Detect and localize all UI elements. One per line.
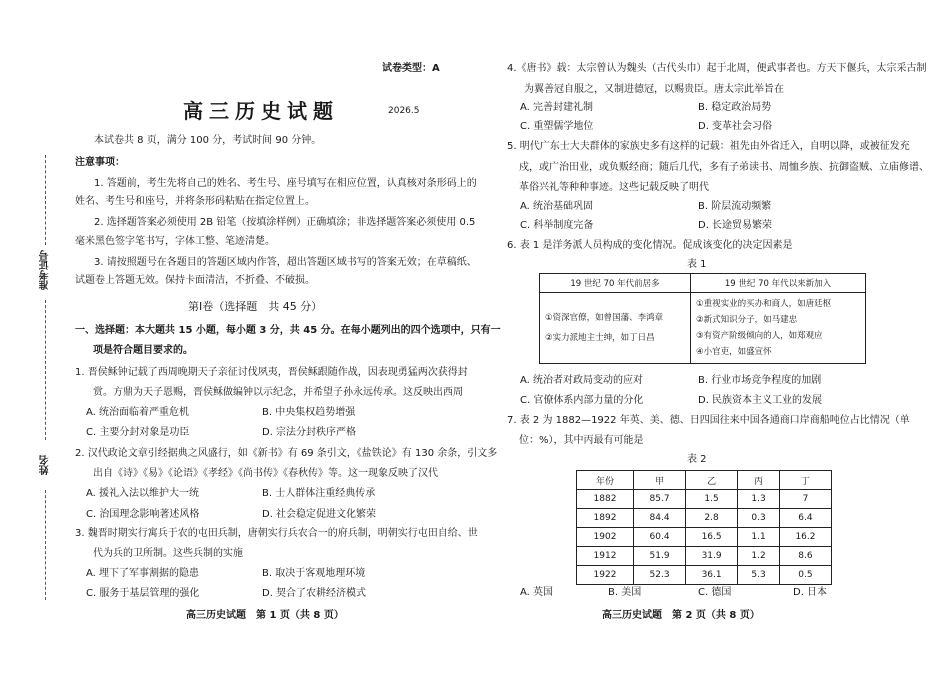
table2-cell: 8.6 [779, 547, 831, 566]
q7-option-c: C. 德国 [698, 587, 732, 598]
table1-after-item: ①重视实业的买办和商人，如唐廷枢 [696, 299, 832, 309]
q3-option-b: B. 取决于客观地理环境 [262, 568, 366, 579]
q5-stem-1: 5. 明代广东士大夫群体的家族史多有这样的记载：祖先由外省迁入，自明以降，或被征发充 [507, 141, 910, 152]
q2-stem-1: 2. 汉代政论文章引经据典之风盛行，如《新书》有 69 条引文，《盐铁论》有 130 余条，引文多 [75, 448, 498, 459]
table-row [577, 528, 832, 547]
paper-type: 试卷类型：A [382, 63, 440, 74]
table1-after-cell [691, 293, 866, 364]
q1-option-c: C. 主要分封对象是功臣 [86, 427, 190, 438]
q4-option-b: B. 稳定政治局势 [698, 102, 772, 113]
table2-cell: 1922 [577, 566, 634, 585]
table2-cell: 1.5 [686, 490, 738, 509]
table1-header-left: 19 世纪 70 年代前居多 [540, 274, 691, 293]
table1 [539, 273, 866, 364]
notice-2a: 2. 选择题答案必须使用 2B 铅笔（按填涂样例）正确填涂；非选择题答案必须使用 0.5 [94, 217, 476, 228]
table2-cell: 1882 [577, 490, 634, 509]
name-label: 姓名 [40, 455, 51, 475]
q5-option-d: D. 长途贸易繁荣 [698, 220, 773, 231]
exam-date: 2026.5 [388, 106, 420, 116]
q1-stem-1: 1. 晋侯稣钟记载了西周晚期天子亲征讨伐夙夷，晋侯稣跟随作战，因表现勇猛两次获得封 [75, 367, 468, 378]
notice-1a: 1. 答题前，考生先将自己的姓名、考生号、座号填写在相应位置，认真核对条形码上的 [94, 178, 477, 189]
table2-cell: 0.3 [738, 509, 780, 528]
table-row [577, 509, 832, 528]
q5-option-b: B. 阶层流动频繁 [698, 201, 772, 212]
q3-stem-1: 3. 魏晋时期实行寓兵于农的屯田兵制，唐朝实行兵农合一的府兵制，明朝实行屯田自给、世 [75, 528, 478, 539]
table2-cell: 1912 [577, 547, 634, 566]
table2-cell: 52.3 [634, 566, 686, 585]
q6-option-a: A. 统治者对政局变动的应对 [520, 375, 644, 386]
table2-cell: 1.3 [738, 490, 780, 509]
table-row [577, 490, 832, 509]
binding-dashed-line-bottom [45, 490, 46, 600]
table2-cell: 0.5 [779, 566, 831, 585]
notice-1b: 姓名、考生号和座号，并将条形码粘贴在指定位置上。 [75, 196, 315, 207]
table1-after-item: ④小官吏，如盛宣怀 [696, 347, 772, 357]
table2-header-row [577, 471, 832, 490]
page-title: 高三历史试题 [183, 99, 339, 123]
table2-header-cell: 年份 [577, 471, 634, 490]
table2-cell: 1.2 [738, 547, 780, 566]
q6-option-b: B. 行业市场竞争程度的加剧 [698, 375, 822, 386]
table1-before-item: ①资深官僚，如曾国藩、李鸿章 [545, 313, 664, 323]
section-title: 第Ⅰ卷（选择题 共 45 分） [188, 300, 323, 313]
table2-header-cell: 丁 [779, 471, 831, 490]
q4-stem-2: 为翼善冠自服之，又制进德冠，以赐贵臣。唐太宗此举旨在 [524, 84, 784, 95]
section-instruction-a: 一、选择题：本大题共 15 小题，每小题 3 分，共 45 分。在每小题列出的四个选项中，只有一 [75, 325, 501, 336]
table2-cell: 31.9 [686, 547, 738, 566]
q4-option-a: A. 完善封建礼制 [520, 102, 594, 113]
q2-stem-2: 出自《诗》《易》《论语》《孝经》《尚书传》《春秋传》等。这一现象反映了汉代 [93, 468, 438, 479]
notice-3a: 3. 请按照题号在各题目的答题区域内作答，超出答题区域书写的答案无效；在草稿纸、 [94, 257, 477, 268]
binding-dashed-line-top [45, 155, 46, 245]
q2-option-c: C. 治国理念影响著述风格 [86, 509, 200, 520]
q6-option-c: C. 官僚体系内部力量的分化 [520, 395, 644, 406]
q5-option-a: A. 统治基础巩固 [520, 201, 594, 212]
table1-after-item: ②新式知识分子，如马建忠 [696, 315, 798, 325]
q5-option-c: C. 科举制度完备 [520, 220, 594, 231]
table2-cell: 1902 [577, 528, 634, 547]
binding-dashed-line-mid [45, 300, 46, 440]
notice-2b: 毫米黑色签字笔书写，字体工整、笔迹清楚。 [75, 236, 275, 247]
q7-option-b: B. 美国 [608, 587, 642, 598]
q2-option-d: D. 社会稳定促进文化繁荣 [262, 509, 377, 520]
q4-stem-1: 4.《唐书》载：太宗曾认为魏头（古代头巾）起于北周，便武事者也。方天下偃兵，太宗采古制 [507, 63, 927, 74]
table2-cell: 84.4 [634, 509, 686, 528]
q7-stem-2: 位：%），其中丙最有可能是 [519, 435, 644, 446]
q3-stem-2: 代为兵的卫所制。这些兵制的实施 [93, 548, 243, 559]
table1-header-right: 19 世纪 70 年代以来新加入 [691, 274, 866, 293]
section-instruction-b: 项是符合题目要求的。 [93, 345, 193, 356]
q1-option-b: B. 中央集权趋势增强 [262, 407, 356, 418]
table2-cell: 1.1 [738, 528, 780, 547]
q6-stem: 6. 表 1 是洋务派人员构成的变化情况。促成该变化的决定因素是 [507, 240, 793, 251]
q6-option-d: D. 民族资本主义工业的发展 [698, 395, 823, 406]
notice-title: 注意事项： [75, 157, 125, 168]
q4-option-c: C. 重塑儒学地位 [520, 121, 594, 132]
table1-before-cell [540, 293, 691, 364]
table1-after-item: ③有资产阶级倾向的人，如郑观应 [696, 331, 823, 341]
table-row [577, 566, 832, 585]
table2-cell: 6.4 [779, 509, 831, 528]
table2-cell: 5.3 [738, 566, 780, 585]
q3-option-d: D. 契合了农耕经济模式 [262, 588, 367, 599]
table2-cell: 36.1 [686, 566, 738, 585]
exam-id-label: 准考证号 [40, 250, 51, 290]
table2-cell: 2.8 [686, 509, 738, 528]
page-footer-right: 高三历史试题 第 2 页（共 8 页） [602, 610, 760, 621]
q1-stem-2: 赏。方鼎为天子恩赐，晋侯稣做编钟以示纪念，并希望子孙永远传承。这反映出西周 [93, 387, 463, 398]
table2-title: 表 2 [687, 454, 707, 465]
table2-cell: 51.9 [634, 547, 686, 566]
q7-stem-1: 7. 表 2 为 1882—1922 年英、美、德、日四国往来中国各通商口岸商船吨位占比情况（单 [507, 415, 910, 426]
table-row [577, 547, 832, 566]
q7-option-a: A. 英国 [520, 587, 554, 598]
table2 [576, 470, 832, 585]
page-footer-left: 高三历史试题 第 1 页（共 8 页） [186, 610, 344, 621]
q1-option-a: A. 统治面临着严重危机 [86, 407, 190, 418]
table2-cell: 7 [779, 490, 831, 509]
table2-header-cell: 乙 [686, 471, 738, 490]
table2-cell: 16.2 [779, 528, 831, 547]
q2-option-b: B. 士人群体注重经典传承 [262, 488, 376, 499]
q5-stem-3: 革俗兴礼等种种事迹。这些记载反映了明代 [519, 182, 709, 193]
table1-title: 表 1 [687, 259, 707, 270]
table2-cell: 60.4 [634, 528, 686, 547]
table2-cell: 85.7 [634, 490, 686, 509]
q7-option-d: D. 日本 [793, 587, 828, 598]
q2-option-a: A. 援礼入法以维护大一统 [86, 488, 200, 499]
q3-option-c: C. 服务于基层管理的强化 [86, 588, 200, 599]
table2-header-cell: 甲 [634, 471, 686, 490]
table1-before-item: ②实力派地主士绅，如丁日昌 [545, 333, 655, 343]
table2-cell: 16.5 [686, 528, 738, 547]
q4-option-d: D. 变革社会习俗 [698, 121, 773, 132]
intro-line: 本试卷共 8 页，满分 100 分，考试时间 90 分钟。 [94, 135, 322, 146]
q3-option-a: A. 埋下了军事割据的隐患 [86, 568, 200, 579]
q5-stem-2: 戍，或广治田业，或负贩经商；随后几代，多有子弟读书、周恤乡族、抗御盗贼、立庙修谱、 [519, 162, 929, 173]
q1-option-d: D. 宗法分封秩序严格 [262, 427, 357, 438]
table2-header-cell: 丙 [738, 471, 780, 490]
notice-3b: 试题卷上答题无效。保持卡面清洁，不折叠、不破损。 [75, 275, 315, 286]
table2-cell: 1892 [577, 509, 634, 528]
